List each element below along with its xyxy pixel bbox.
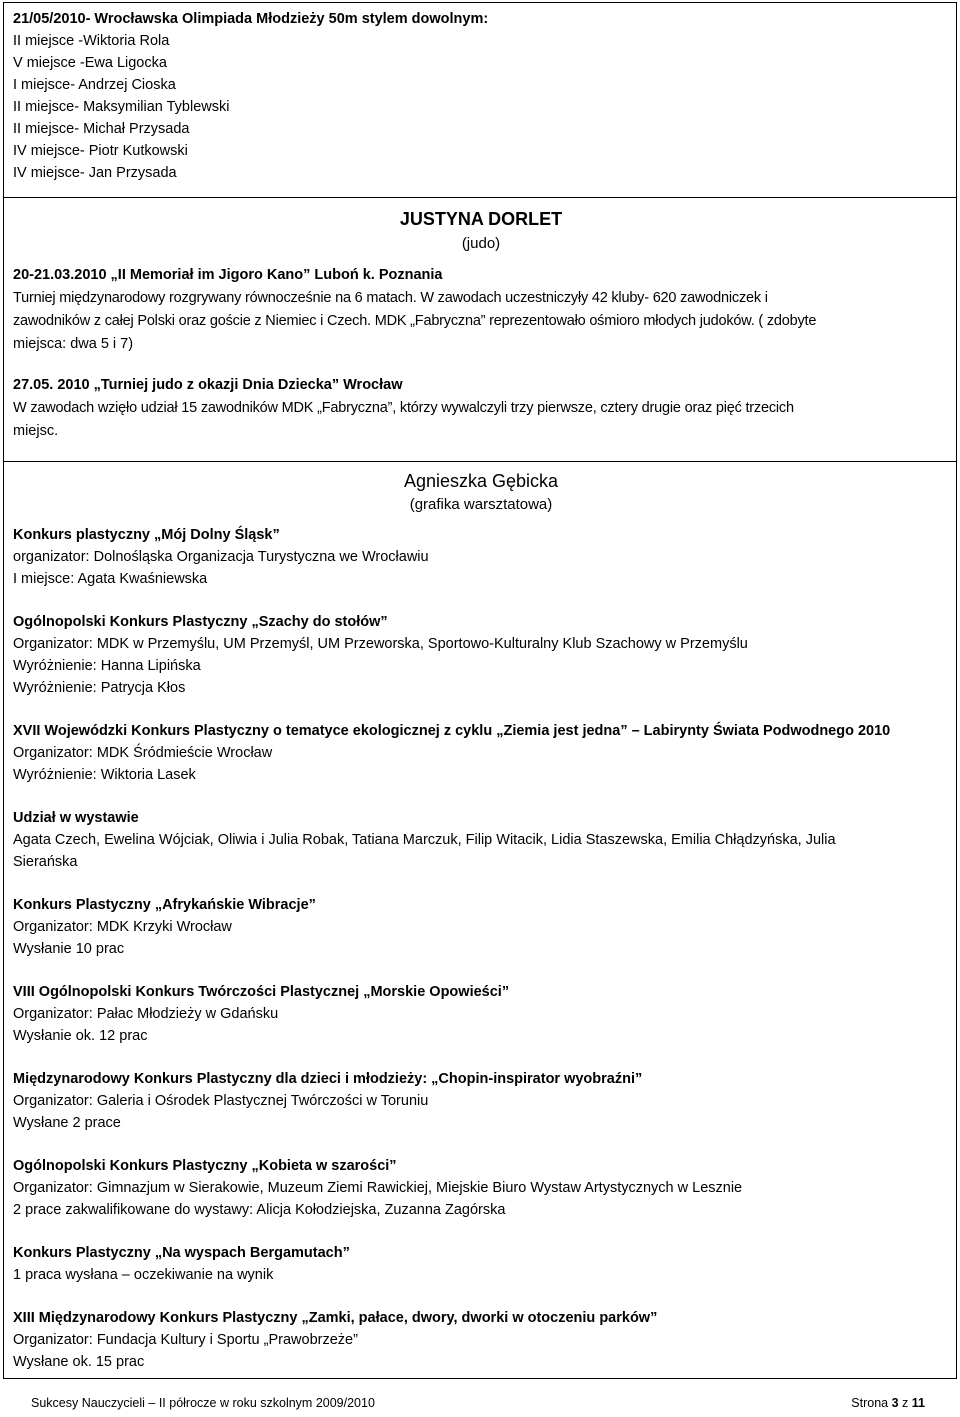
- teacher-subject: (judo): [461, 235, 501, 252]
- swim-result: II miejsce- Michał Przysada: [13, 121, 190, 137]
- section-swimming: [3, 2, 957, 198]
- page-number: [851, 1396, 925, 1410]
- entry-line: Organizator: MDK Krzyki Wrocław: [13, 919, 232, 935]
- page-total: 11: [911, 1396, 925, 1410]
- entry-line: Wysłanie ok. 12 prac: [13, 1028, 148, 1044]
- entry-title: Ogólnopolski Konkurs Plastyczny „Szachy do stołów”: [13, 614, 388, 630]
- page-label: Strona: [851, 1396, 889, 1410]
- entry-line: Organizator: Galeria i Ośrodek Plastycznej Twórczości w Toruniu: [13, 1093, 429, 1109]
- event-text: miejsca: dwa 5 i 7): [13, 336, 134, 352]
- swim-result: IV miejsce- Jan Przysada: [13, 165, 177, 181]
- entry-title: XVII Wojewódzki Konkurs Plastyczny o tematyce ekologicznej z cyklu „Ziemia jest jedna” – Labirynty Świata Podwodnego 2010: [13, 723, 891, 739]
- entry-line: 1 praca wysłana – oczekiwanie na wynik: [13, 1267, 274, 1283]
- entry-line: Wysłane ok. 15 prac: [13, 1354, 145, 1370]
- entry-title: Konkurs Plastyczny „Na wyspach Bergamutach”: [13, 1245, 350, 1261]
- entry-line: Organizator: MDK w Przemyślu, UM Przemyśl, UM Przeworska, Sportowo-Kulturalny Klub Szachowy w Przemyślu: [13, 636, 748, 652]
- entry-line: Organizator: MDK Śródmieście Wrocław: [13, 745, 273, 761]
- entry-line: Organizator: Pałac Młodzieży w Gdańsku: [13, 1006, 279, 1022]
- entry-title: Ogólnopolski Konkurs Plastyczny „Kobieta w szarości”: [13, 1158, 397, 1174]
- entry-line: Wyróżnienie: Wiktoria Lasek: [13, 767, 196, 783]
- page-current: 3: [891, 1396, 899, 1410]
- entry-title: Międzynarodowy Konkurs Plastyczny dla dzieci i młodzieży: „Chopin-inspirator wyobraźni”: [13, 1071, 643, 1087]
- event-title: 27.05. 2010 „Turniej judo z okazji Dnia Dziecka” Wrocław: [13, 377, 403, 393]
- entry-line: Organizator: Fundacja Kultury i Sportu „Prawobrzeże”: [13, 1332, 358, 1348]
- entry-line: Wysłanie 10 prac: [13, 941, 125, 957]
- event-text: miejsc.: [13, 423, 59, 439]
- section-judo: [3, 197, 957, 462]
- swim-result: II miejsce -Wiktoria Rola: [13, 33, 170, 49]
- swim-result: V miejsce -Ewa Ligocka: [13, 55, 167, 71]
- teacher-subject: (grafika warsztatowa): [409, 496, 553, 513]
- entry-line: Wysłane 2 prace: [13, 1115, 121, 1131]
- entry-line: Sierańska: [13, 854, 78, 870]
- entry-line: organizator: Dolnośląska Organizacja Turystyczna we Wrocławiu: [13, 549, 429, 565]
- entry-line: Agata Czech, Ewelina Wójciak, Oliwia i Julia Robak, Tatiana Marczuk, Filip Witacik, Lidia Staszewska, Emilia Chłądzyńska, Julia: [13, 832, 836, 848]
- event-text: zawodników z całej Polski oraz goście z Niemiec i Czech. MDK „Fabryczna” reprezentowało ośmioro młodych judoków. ( zdobyte: [13, 313, 817, 329]
- event-title: 20-21.03.2010 „II Memoriał im Jigoro Kano” Luboń k. Poznania: [13, 267, 443, 283]
- section-graphics: [3, 461, 957, 1379]
- footer-title: Sukcesy Nauczycieli – II półrocze w roku szkolnym 2009/2010: [31, 1396, 375, 1410]
- swim-heading: 21/05/2010- Wrocławska Olimpiada Młodzieży 50m stylem dowolnym:: [13, 11, 489, 27]
- entry-title: Konkurs Plastyczny „Afrykańskie Wibracje”: [13, 897, 316, 913]
- page-separator: z: [902, 1396, 909, 1410]
- swim-result: IV miejsce- Piotr Kutkowski: [13, 143, 188, 159]
- entry-line: Wyróżnienie: Patrycja Kłos: [13, 680, 186, 696]
- entry-title: Udział w wystawie: [13, 810, 139, 826]
- entry-title: VIII Ogólnopolski Konkurs Twórczości Plastycznej „Morskie Opowieści”: [13, 984, 510, 1000]
- entry-line: Wyróżnienie: Hanna Lipińska: [13, 658, 201, 674]
- event-text: W zawodach wzięło udział 15 zawodników MDK „Fabryczna”, którzy wywalczyli trzy pierwsze, cztery drugie oraz pięć trzecich: [13, 400, 794, 416]
- entry-line: 2 prace zakwalifikowane do wystawy: Alicja Kołodziejska, Zuzanna Zagórska: [13, 1202, 506, 1218]
- teacher-name: JUSTYNA DORLET: [399, 209, 563, 229]
- entry-title: Konkurs plastyczny „Mój Dolny Śląsk”: [13, 527, 280, 543]
- entry-line: I miejsce: Agata Kwaśniewska: [13, 571, 208, 587]
- teacher-name: Agnieszka Gębicka: [403, 471, 559, 491]
- entry-title: XIII Międzynarodowy Konkurs Plastyczny „Zamki, pałace, dwory, dworki w otoczeniu parków”: [13, 1310, 658, 1326]
- swim-result: II miejsce- Maksymilian Tyblewski: [13, 99, 230, 115]
- entry-line: Organizator: Gimnazjum w Sierakowie, Muzeum Ziemi Rawickiej, Miejskie Biuro Wystaw Artystycznych w Lesznie: [13, 1180, 743, 1196]
- swim-result: I miejsce- Andrzej Cioska: [13, 77, 176, 93]
- event-text: Turniej międzynarodowy rozgrywany równocześnie na 6 matach. W zawodach uczestniczyły 42 kluby- 620 zawodniczek i: [13, 290, 768, 306]
